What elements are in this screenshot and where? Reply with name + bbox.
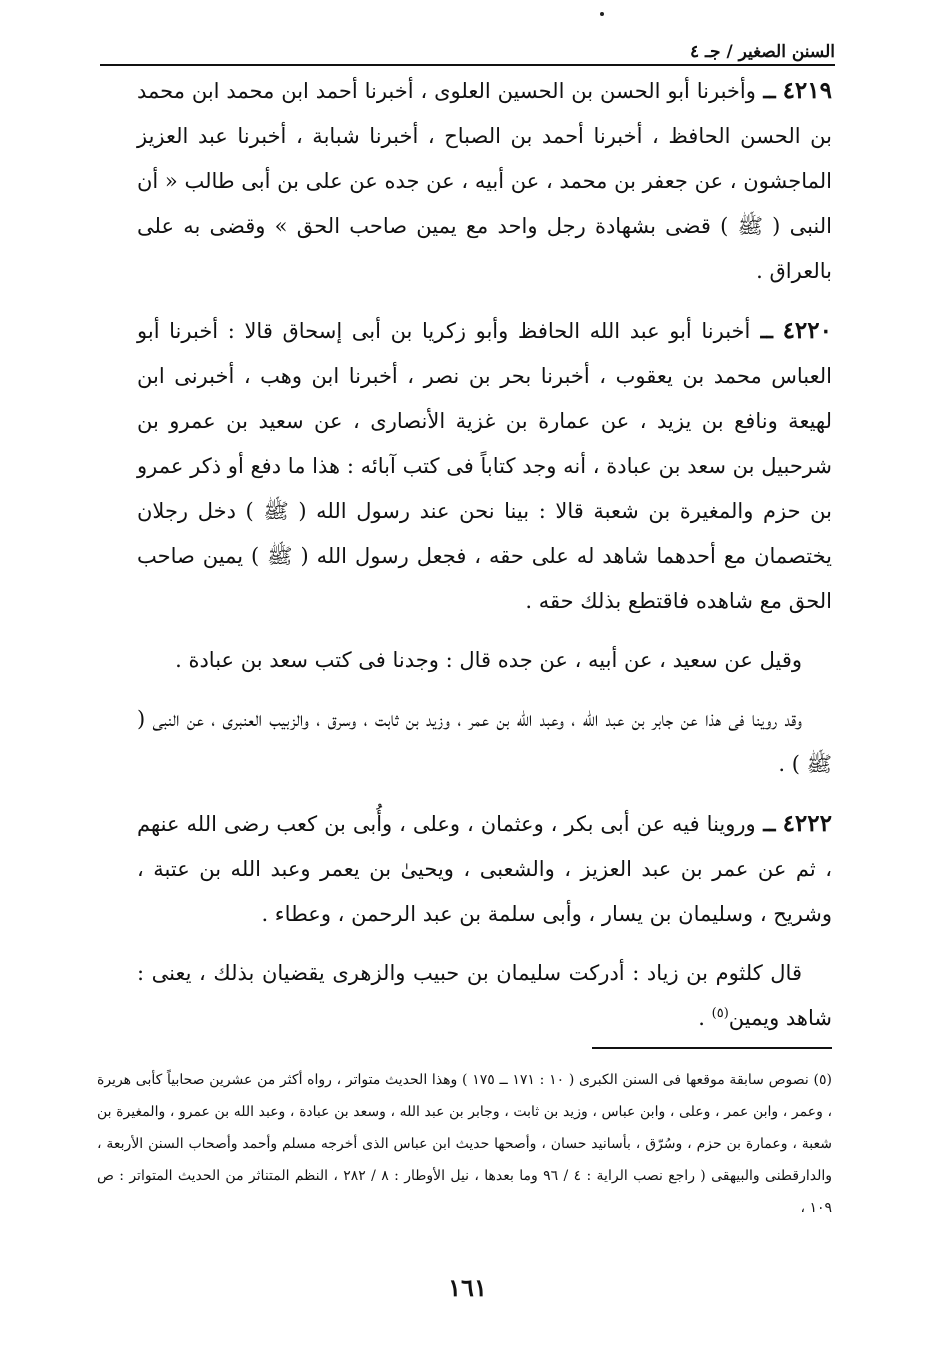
scan-speck [600,12,604,16]
paragraph-kulthum [137,951,832,1041]
hadith-text: وروينا فيه عن أبى بكر ، وعثمان ، وعلى ، وأُبى بن كعب رضى الله عنهم ، ثم عن عمر بن عبد العزيز ، والشعبى ، ويحيىٰ بن يعمر وعبد الله بن عتبة ، وشريح ، وسليمان بن يسار ، وأبى سلمة بن عبد الرحمن ، وعطاء . [137,812,832,926]
kulthum-text: قال كلثوم بن زياد : أدركت سليمان بن حبيب والزهرى يقضيان بذلك ، يعنى : شاهد ويمين [137,961,832,1030]
hadith-text: أخبرنا أبو عبد الله الحافظ وأبو زكريا بن أبى إسحاق قالا : أخبرنا أبو العباس محمد بن يعقوب ، أخبرنا بحر بن نصر ، أخبرنا ابن وهب ، أخبرنى ابن لهيعة ونافع بن يزيد ، عن عمارة بن غزية الأنصارى ، عن سعيد بن عمرو بن شرحبيل بن سعد بن عبادة ، أنه وجد كتاباً فى كتب آبائه : هذا ما دفع أو ذكر عمرو بن حزم والمغيرة بن شعبة قالا : بينا نحن عند رسول الله ( ﷺ ) دخل رجلان يختصمان مع أحدهما شاهد له على حقه ، فجعل رسول الله ( ﷺ ) يمين صاحب الحق مع شاهده فاقتطع بذلك حقه . [137,319,832,613]
footnote-divider [592,1047,832,1049]
hadith-text: وأخبرنا أبو الحسن بن الحسين العلوى ، أخبرنا أحمد ابن محمد ابن محمد بن الحسن الحافظ ، أخبرنا أحمد بن الصباح ، أخبرنا شبابة ، أخبرنا عبد العزيز الماجشون ، عن جعفر بن محمد ، عن أبيه ، عن جده عن على بن أبى طالب « أن النبى ( ﷺ ) قضى بشهادة رجل واحد مع يمين صاحب الحق » وقضى به على بالعراق . [137,79,832,283]
main-text [137,68,832,1055]
kulthum-end: . [698,1006,712,1030]
hadith-number: ٤٢٢٢ [782,810,832,837]
paragraph-said: وقيل عن سعيد ، عن أبيه ، عن جده قال : وجدنا فى كتب سعد بن عبادة . [175,648,802,672]
hadith-number: ٤٢١٩ [782,77,832,104]
running-header [100,40,835,66]
footnote: (٥) نصوص سابقة موقعها فى السنن الكبرى ( ١٠ : ١٧١ ــ ١٧٥ ) وهذا الحديث متواتر ، رواه أكثر من عشرين صحابياً كأبى هريرة ، وعمر ، وابن عمر ، وعلى ، وابن عباس ، وزيد بن ثابت ، وجابر بن عبد الله ، وسعد بن عبادة ، وعبد الله بن عمرو ، والمغيرة بن شعبة ، وعمارة بن حزم ، وسُرّق ، بأسانيد حسان ، وأصحها حديث ابن عباس الذى أخرجه مسلم وأحمد وأصحاب السنن الأربعة ، والدارقطنى والبيهقى ( راجع نصب الراية : ٤ / ٩٦ وما بعدها ، نيل الأوطار : ٨ / ٢٨٢ ، النظم المتناثر من الحديث المتواتر : ص ١٠٩ ، [97,1072,833,1216]
entry-dash: ــ [755,811,776,836]
paragraph-narrated: وقد روينا فى هذا عن جابر بن عبد الله ، وعبد الله بن عمر ، وزيد بن ثابت ، وسرق ، والزبيب العنبرى ، عن النبى ( ﷺ ) . [137,707,832,776]
hadith-entry-4219 [137,68,832,294]
hadith-entry-4222 [137,801,832,937]
hadith-entry-4220 [137,308,832,624]
entry-dash: ــ [755,78,776,103]
entry-dash: ــ [750,318,773,343]
hadith-number: ٤٢٢٠ [782,317,832,344]
footnote-marker[interactable]: (٥) [711,1006,729,1021]
header-title: السنن الصغير / جـ ٤ [689,42,835,62]
page-number: ١٦١ [448,1273,487,1302]
